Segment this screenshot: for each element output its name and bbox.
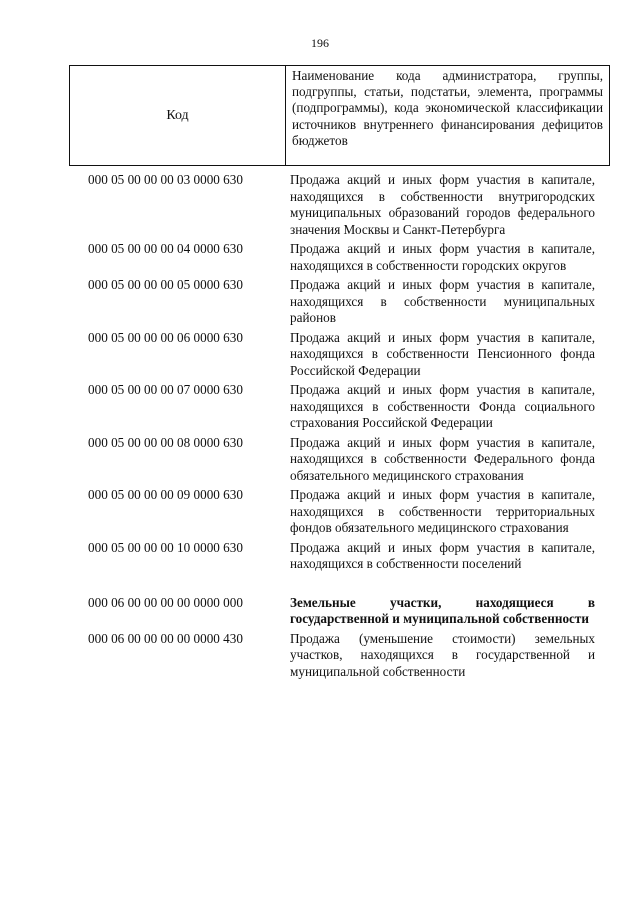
table-row [0, 241, 640, 274]
table-row [0, 172, 640, 238]
row-name: Земельные участки, находящиеся в государственной и муниципальной собственности [290, 594, 595, 626]
row-name: Продажа акций и иных форм участия в капитале, находящихся в собственности поселений [290, 539, 595, 571]
row-code: 000 05 00 00 00 09 0000 630 [88, 487, 243, 502]
table-row [0, 382, 640, 432]
row-name: Продажа акций и иных форм участия в капитале, находящихся в собственности городских округов [290, 241, 595, 273]
name-column-header: Наименование кода администратора, группы, подгруппы, статьи, подстатьи, элемента, программы (подпрограммы), кода экономической классификации источников внутреннего финансирования дефицитов бюджетов [292, 68, 603, 148]
classification-list [0, 172, 640, 680]
table-row [0, 277, 640, 327]
row-code: 000 05 00 00 00 08 0000 630 [88, 434, 243, 450]
table-row [0, 435, 640, 485]
row-name: Продажа акций и иных форм участия в капитале, находящихся в собственности территориальных фондов обязательного медицинского страхования [290, 487, 595, 535]
table-row [0, 631, 640, 681]
row-code: 000 06 00 00 00 00 0000 000 [88, 594, 243, 610]
row-code: 000 06 00 00 00 00 0000 430 [88, 630, 243, 646]
row-name: Продажа акций и иных форм участия в капитале, находящихся в собственности муниципальных районов [290, 277, 595, 325]
row-code: 000 05 00 00 00 06 0000 630 [88, 329, 243, 345]
row-code: 000 05 00 00 00 10 0000 630 [88, 539, 243, 555]
table-row [0, 487, 640, 537]
row-name: Продажа акций и иных форм участия в капитале, находящихся в собственности внутригородских муниципальных образований городов федерального значения Москвы и Санкт-Петербурга [290, 172, 595, 237]
row-code: 000 05 00 00 00 04 0000 630 [88, 241, 243, 256]
row-name: Продажа акций и иных форм участия в капитале, находящихся в собственности Федерального фонда обязательного медицинского страхования [290, 434, 595, 483]
table-row [0, 540, 640, 573]
section-heading-row [0, 595, 640, 628]
table-row [0, 330, 640, 380]
row-name: Продажа (уменьшение стоимости) земельных участков, находящихся в государственной и муниципальной собственности [290, 630, 595, 679]
page-number: 196 [311, 36, 329, 50]
row-code: 000 05 00 00 00 05 0000 630 [88, 277, 243, 292]
code-column-header: Код [70, 66, 286, 165]
row-code: 000 05 00 00 00 03 0000 630 [88, 172, 243, 187]
row-name: Продажа акций и иных форм участия в капитале, находящихся в собственности Фонда социального страхования Российской Федерации [290, 382, 595, 430]
row-name: Продажа акций и иных форм участия в капитале, находящихся в собственности Пенсионного фонда Российской Федерации [290, 329, 595, 378]
row-code: 000 05 00 00 00 07 0000 630 [88, 382, 243, 397]
table-header [69, 65, 610, 166]
